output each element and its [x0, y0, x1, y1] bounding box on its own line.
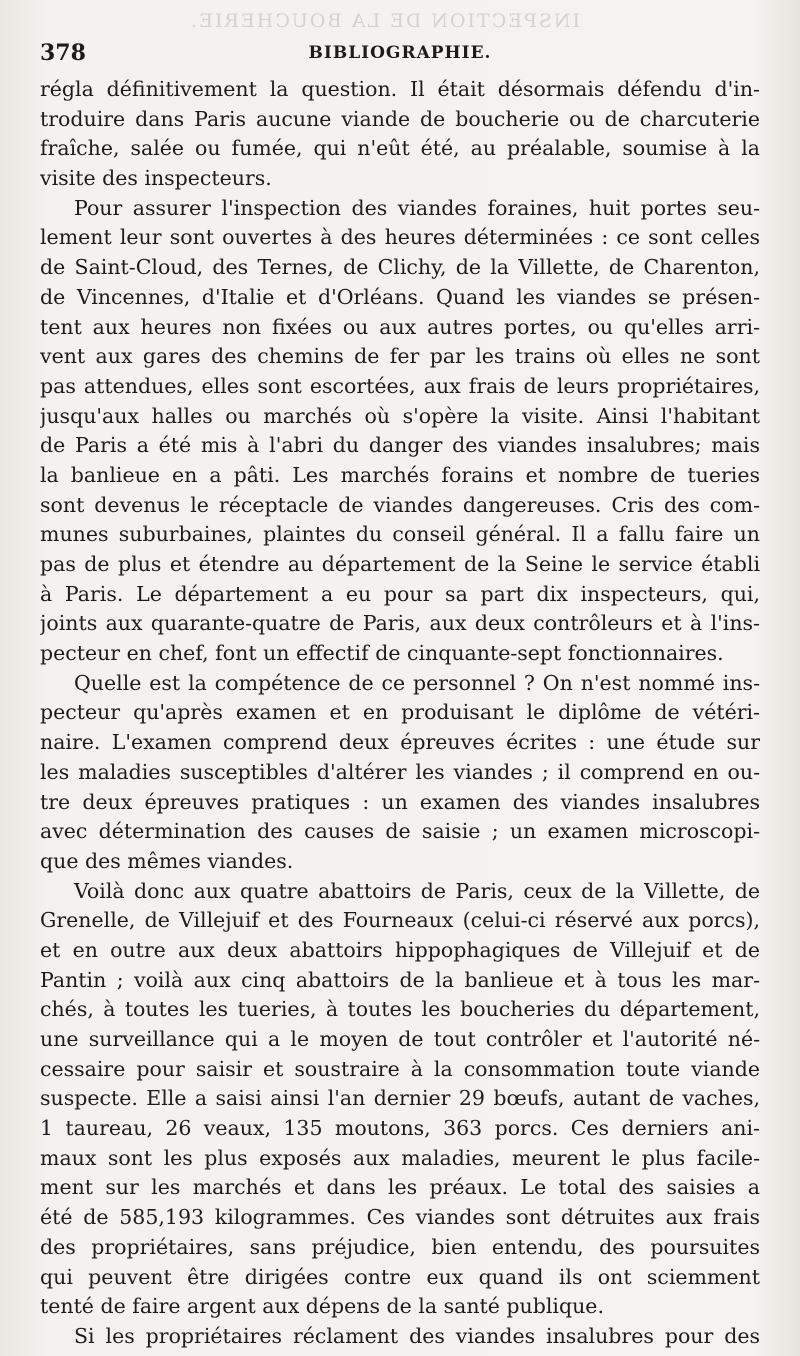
text-line: que des mêmes viandes.: [40, 848, 294, 873]
text-line: et en outre aux deux abattoirs hippophagiques de Villejuif et de: [40, 937, 760, 962]
text-line: tre deux épreuves pratiques : un examen des viandes insalubres: [40, 789, 760, 814]
text-line: jusqu'aux halles ou marchés où s'opère la visite. Ainsi l'habitant: [40, 403, 760, 428]
text-line: de Vincennes, d'Italie et d'Orléans. Quand les viandes se présen-: [40, 284, 760, 309]
text-line: été de 585,193 kilogrammes. Ces viandes sont détruites aux frais: [40, 1205, 760, 1230]
text-line: munes suburbaines, plaintes du conseil général. Il a fallu faire un: [40, 522, 760, 547]
text-line: vent aux gares des chemins de fer par les trains où elles ne sont: [40, 344, 760, 369]
text-line: naire. L'examen comprend deux épreuves écrites : une étude sur: [40, 730, 760, 755]
text-line: de Saint-Cloud, des Ternes, de Clichy, de la Villette, de Charenton,: [40, 255, 760, 280]
text-line: les maladies susceptibles d'altérer les viandes ; il comprend en ou-: [40, 759, 760, 784]
text-line: Si les propriétaires réclament des viandes insalubres pour des: [74, 1323, 760, 1348]
text-line: joints aux quarante-quatre de Paris, aux deux contrôleurs et à l'ins-: [40, 611, 760, 636]
text-line: chés, à toutes les tueries, à toutes les boucheries du département,: [40, 997, 760, 1022]
text-line: pecteur en chef, font un effectif de cinquante-sept fonctionnaires.: [40, 641, 724, 666]
text-line: Pour assurer l'inspection des viandes foraines, huit portes seu-: [74, 195, 760, 220]
text-line: ment sur les marchés et dans les préaux. Le total des saisies a: [40, 1175, 760, 1200]
text-line: une surveillance qui a le moyen de tout contrôler et l'autorité né-: [40, 1027, 760, 1051]
text-line: Voilà donc aux quatre abattoirs de Paris, ceux de la Villette, de: [74, 878, 760, 903]
text-line: lement leur sont ouvertes à des heures déterminées : ce sont celles: [40, 225, 760, 250]
text-line: pas attendues, elles sont escortées, aux frais de leurs propriétaires,: [40, 373, 760, 398]
running-head: BIBLIOGRAPHIE.: [308, 43, 492, 63]
text-line: suspecte. Elle a saisi ainsi l'an dernier 29 bœufs, autant de vaches,: [40, 1086, 760, 1111]
page-number: 378: [40, 40, 86, 66]
body-text: [40, 75, 760, 1352]
text-line: tenté de faire argent aux dépens de la santé publique.: [40, 1294, 604, 1319]
page-header: [40, 40, 760, 72]
text-line: maux sont les plus exposés aux maladies, meurent le plus facile-: [40, 1145, 760, 1170]
text-line: 1 taureau, 26 veaux, 135 moutons, 363 porcs. Ces derniers ani-: [40, 1116, 760, 1141]
text-line: tent aux heures non fixées ou aux autres portes, ou qu'elles arri-: [40, 314, 760, 339]
text-line: fraîche, salée ou fumée, qui n'eût été, au préalable, soumise à la: [40, 136, 760, 161]
text-line: visite des inspecteurs.: [40, 166, 272, 191]
text-line: troduire dans Paris aucune viande de boucherie ou de charcuterie: [40, 106, 760, 131]
text-line: sont devenus le réceptacle de viandes dangereuses. Cris des com-: [40, 492, 760, 517]
bleed-through-text: INSPECTION DE LA BOUCHERIE.: [189, 10, 580, 32]
text-line: à Paris. Le département a eu pour sa part dix inspecteurs, qui,: [40, 581, 760, 606]
text-line: cessaire pour saisir et soustraire à la consommation toute viande: [40, 1056, 760, 1081]
text-line: des propriétaires, sans préjudice, bien entendu, des poursuites: [40, 1234, 760, 1259]
text-line: Pantin ; voilà aux cinq abattoirs de la banlieue et à tous les mar-: [40, 967, 760, 992]
text-line: régla définitivement la question. Il était désormais défendu d'in-: [40, 77, 760, 101]
text-line: Quelle est la compétence de ce personnel ? On n'est nommé ins-: [74, 670, 760, 695]
text-line: la banlieue en a pâti. Les marchés forains et nombre de tueries: [40, 462, 760, 487]
text-line: qui peuvent être dirigées contre eux quand ils ont sciemment: [40, 1264, 760, 1289]
text-line: pas de plus et étendre au département de la Seine le service établi: [40, 552, 760, 576]
text-line: Grenelle, de Villejuif et des Fourneaux (celui-ci réservé aux porcs),: [40, 908, 760, 933]
text-line: avec détermination des causes de saisie ; un examen microscopi-: [40, 819, 760, 844]
text-line: pecteur qu'après examen et en produisant le diplôme de vétéri-: [40, 700, 760, 725]
text-line: de Paris a été mis à l'abri du danger des viandes insalubres; mais: [40, 433, 760, 458]
